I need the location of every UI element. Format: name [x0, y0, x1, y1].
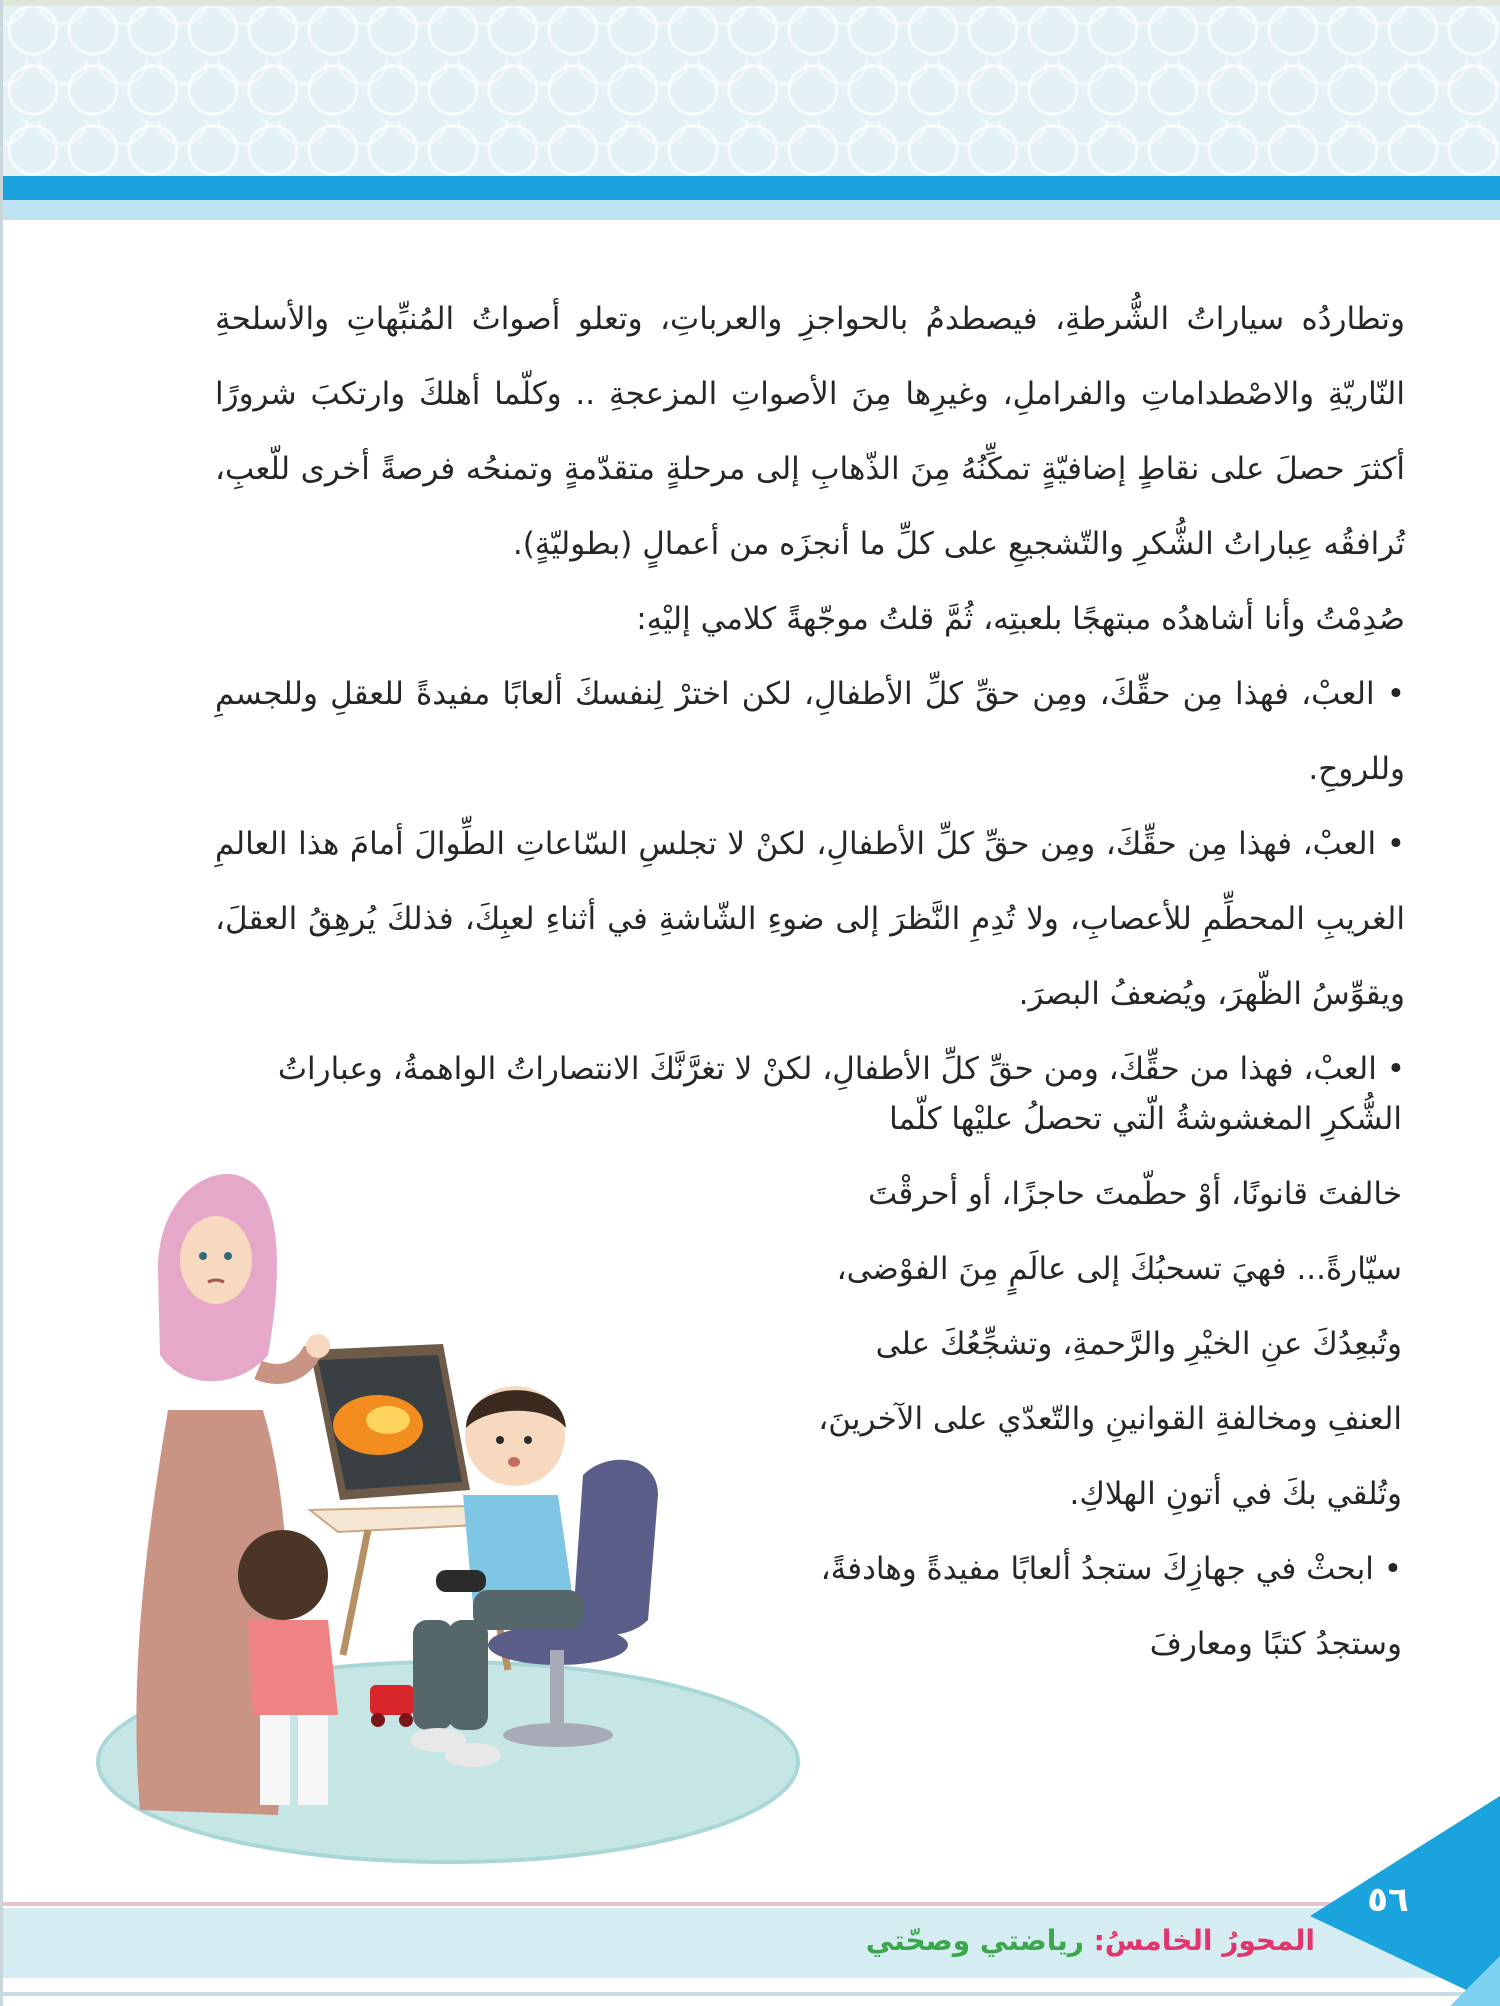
page-number: ٥٦: [1367, 1880, 1409, 1920]
topic-label: رياضتي وصحّتي: [865, 1924, 1084, 1957]
header-top-line: [3, 0, 1500, 6]
bullet-false-victories: • العبْ، فهذا من حقِّكَ، ومن حقِّ كلِّ الأطفالِ، لكنْ لا تغرَّنَّكَ الانتصاراتُ الواهمةُ، وعباراتُ: [277, 1051, 1405, 1087]
side-text-column: [802, 1082, 1402, 1682]
header-stripe: [3, 176, 1500, 200]
side-line: العنفِ ومخالفةِ القوانينِ والتّعدّي على الآخرينَ،: [818, 1401, 1402, 1437]
unit-label: المحورُ الخامسُ:: [1093, 1924, 1315, 1957]
footer-unit-title: [866, 1924, 1315, 1957]
family-gaming-illustration: [88, 1150, 808, 1880]
monitor: [310, 1344, 470, 1500]
bullet-screen-time: • العبْ، فهذا مِن حقِّكَ، ومِن حقِّ كلِّ الأطفالِ، لكنْ لا تجلسِ السّاعاتِ الطِّوالَ أمامَ هذا العالمِ الغريبِ المحطِّمِ للأعصابِ، ولا تُدِمِ النَّظرَ إلى ضوءِ الشّاشةِ في أثناءِ لعبِكَ، فذلكَ يُرهِقُ العقلَ، ويقوِّسُ الظّهرَ، ويُضعفُ البصرَ.: [215, 826, 1405, 1012]
side-line: الشُّكرِ المغشوشةُ الّتي تحصلُ عليْها كلّما: [889, 1101, 1402, 1137]
side-line: سيّارةً... فهيَ تسحبُكَ إلى عالَمٍ مِنَ الفوْضى،: [836, 1251, 1402, 1287]
bullet-search-device-line: وستجدُ كتبًا ومعارفَ: [1149, 1626, 1402, 1662]
side-line: خالفتَ قانونًا، أوْ حطّمتَ حاجزًا، أو أحرقْتَ: [867, 1176, 1402, 1212]
bullet-search-device-line: • ابحثْ في جهازِكَ ستجدُ ألعابًا مفيدةً وهادفةً،: [820, 1551, 1402, 1587]
header-pattern: [3, 0, 1500, 176]
footer-bottom-line: [3, 1992, 1500, 1996]
bullet-choose-useful-games: • العبْ، فهذا مِن حقِّكَ، ومِن حقِّ كلِّ الأطفالِ، لكن اخترْ لِنفسكَ ألعابًا مفيدةً للعقلِ وللجسمِ وللروحِ.: [215, 676, 1405, 787]
game-controller: [436, 1570, 486, 1592]
header-stripe-light: [3, 200, 1500, 220]
paragraph-reaction: صُدِمْتُ وأنا أشاهدُه مبتهجًا بلعبتِه، ثُمَّ قلتُ موجّهةً كلامي إليْهِ:: [636, 601, 1405, 637]
footer-line: [3, 1902, 1500, 1906]
paragraph-intro: وتطاردُه سياراتُ الشُّرطةِ، فيصطدمُ بالحواجزِ والعرباتِ، وتعلو أصواتُ المُنبِّهاتِ والأسلحةِ النّاريّةِ والاصْطداماتِ والفراملِ، وغيرِها مِنَ الأصواتِ المزعجةِ .. وكلّما أهلكَ وارتكبَ شرورًا أكثرَ حصلَ على نقاطٍ إضافيّةٍ تمكِّنُهُ مِنَ الذّهابِ إلى مرحلةٍ متقدّمةٍ وتمنحُه فرصةً أخرى للّعبِ، تُرافقُه عِباراتُ الشُّكرِ والتّشجيعِ على كلِّ ما أنجزَه من أعمالٍ (بطوليّةٍ).: [215, 301, 1405, 562]
side-line: وتُبعِدُكَ عنِ الخيْرِ والرَّحمةِ، وتشجِّعُكَ على: [875, 1326, 1402, 1362]
side-line: وتُلقي بكَ في أتونِ الهلاكِ.: [1069, 1476, 1402, 1512]
body-text: [215, 282, 1405, 1107]
